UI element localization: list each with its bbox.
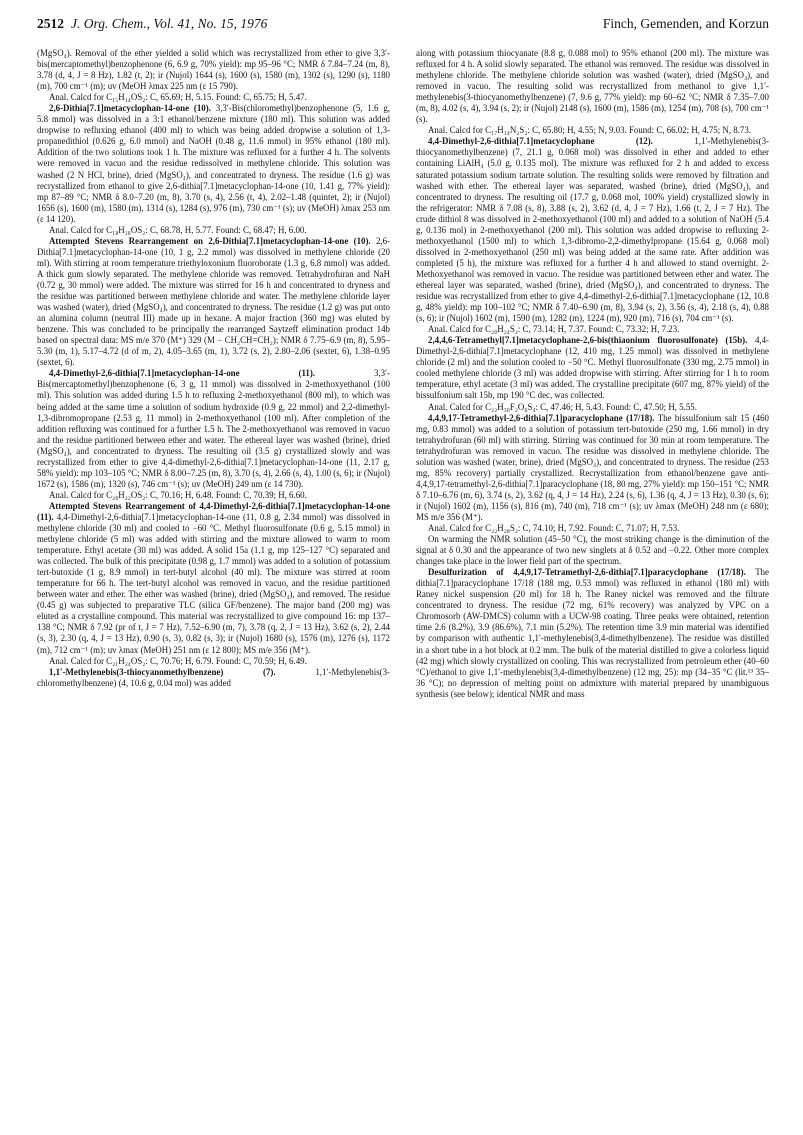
paragraph-heading: Desulfurization of 4,4,9,17-Tetramethyl-2,6-dithia[7.1]paracyclophane (17/18). bbox=[428, 567, 746, 578]
paragraph bbox=[416, 567, 769, 700]
paragraph bbox=[416, 136, 769, 324]
paragraph-text: 2,6-Dithia[7.1]metacyclophan-14-one (10, 1 g, 2.2 mmol) was dissolved in methylene chloride (20 ml). With stirring at room temperature triethyloxonium fluoroborate (1.3 g, 6.8 mmol) was added. A thick gum slowly separated. The methylene chloride was removed. Tetrahydrofuran and NaH (0.72 g, 30 mmol) were added. The mixture was stirred for 16 h and concentrated to dryness and the residue was partitioned between methylene chloride and water. The methylene chloride layer was washed (water), dried (MgSO₄), and concentrated to dryness. The residue (1.2 g) was put onto an alumina column (neutral III) made up in hexane. A major fraction (360 mg) was eluted by benzene. This was concluded to be principally the rearranged Saytzeff elimination product 14b based on spectral data: MS m/e 370 (M⁺) 329 (M − CH₂CH=CH₂); NMR δ 7.75–6.9 (m, 8), 5.95–5.30 (m, 1), 5.17–4.72 (d of m, 2), 4.05–3.65 (m, 1), 3.72 (s, 2), 2.80–2.06 (sextet, 6), 1.38–0.95 (sextet, 6). bbox=[37, 235, 391, 368]
paragraph-text: Anal. Calcd for C₂₁H₂₄OS₂: C, 70.76; H, 6.79. Found: C, 70.59; H, 6.49. bbox=[49, 655, 307, 666]
paragraph-heading: 2,6-Dithia[7.1]metacyclophan-14-one (10). bbox=[49, 103, 211, 114]
paragraph-text: 3,3′-Bis(chloromethyl)benzophenone (5, 1.6 g, 5.8 mmol) was dissolved in a 3:1 ethanol/benzene mixture (180 ml). This solution was added dropwise to refluxing ethanol (400 ml) to which was being added dropwise a solution of 1,3-propanedithiol (0.626 g, 6.0 mmol) and NaOH (0.48 g, 11.6 mmol) in 95% ethanol (180 ml). Addition of the two solutions took 1 h. The mixture was refluxed for a further 4 h. The solvents were removed in vacuo and the residue redissolved in methylene chloride. This solution was washed (2 N HCl, brine), dried (MgSO₄), and concentrated to dryness. The residue (1.6 g) was recrystallized from ethanol to give 2,6-dithia[7.1]metacyclophan-14-one (10, 1.41 g, 77% yield): mp 87–89 °C; NMR δ 8.0–7.20 (m, 8), 3.70 (s, 4), 2.56 (t, 4), 2.02–1.48 (quintet, 2); ir (Nujol) 1656 (s), 1600 (m), 1580 (m), 1314 (s), 1284 (s), 976 (m), 730 cm⁻¹ (s); uv (MeOH) λmax 253 nm (ε 14 120). bbox=[37, 103, 390, 224]
page-header bbox=[37, 16, 769, 36]
paragraph bbox=[37, 501, 390, 656]
paragraph-text: Anal. Calcd for C₁₈H₁₈OS₂: C, 68.78, H, 5.77. Found: C, 68.47; H, 6.00. bbox=[49, 224, 307, 235]
paragraph-heading: Attempted Stevens Rearrangement on 2,6-Dithia[7.1]metacyclophan-14-one (10). bbox=[49, 235, 371, 246]
paragraph-text: The bissulfonium salt 15 (460 mg, 0.83 mmol) was added to a solution of potassium tert-butoxide (250 mg, 1.66 mmol) in dry tetrahydrofuran (60 ml) with stirring. Stirring was continued for 30 min at room temperature. The tetrahydrofuran was removed in vacuo. The residue was dissolved in methylene chloride. The solution was washed (water, brine), dried (MgSO₄), and concentrated to dryness. The residue (253 mg, 85% recovery) partially crystallized. Recrystallization from ethanol/benzene gave anti-4,4,9,17-tetramethyl-2,6-dithia[7.1]paracyclophane (18, 80 mg, 27% yield): mp 150–151 °C; NMR δ 7.10–6.76 (m, 6), 3.74 (s, 2), 3.62 (q, 4, J = 14 Hz), 2.24 (s, 6), 1.36 (q, 4, J = 13 Hz), 0.30 (s, 6); ir (Nujol) 1602 (m), 1156 (s), 816 (m), 740 (m), 718 cm⁻¹ (s); uv λmax (MeOH) 248 nm (ε 680); MS m/e 356 (M⁺). bbox=[416, 412, 769, 522]
paragraph bbox=[37, 490, 390, 501]
paragraph bbox=[416, 324, 769, 335]
journal-citation: J. Org. Chem., Vol. 41, No. 15, 1976 bbox=[71, 16, 268, 31]
paragraph bbox=[416, 413, 769, 523]
paragraph bbox=[37, 656, 390, 667]
paragraph-text: 1,1′-Methylenebis(3-thiocyanomethylbenzene) (7, 21.1 g, 0.068 mol) was dissolved in ether and added to ether containing LiAlH₄ (5.0 g, 0.135 mol). The mixture was refluxed for 2 h and added to excess saturated potassium sodium tartrate solution. The resulting solids were removed by filtration and washed with ether. The ethereal layer was separated, washed (brine), dried (MgSO₄), and concentrated to dryness. The resulting oil (17.7 g, 0.068 mol, 100% yield) crystallized slowly in the refrigerator: NMR δ 7.08 (s, 8), 3.88 (s, 2), 3.62 (d, 4, J = 7 Hz), 1.66 (t, 2, J = 7 Hz). The crude dithiol 8 was dissolved in 2-methoxyethanol (100 ml) and added to a solution of NaOH (5.4 g, 0.136 mol) in 2-methoxyethanol (200 ml). This solution was added dropwise to refluxing 2-methoxyethanol (1500 ml) to which 1,3-dibromo-2,2-dimethylpropane (15.64 g, 0.068 mol) dissolved in 2-methoxyethanol (250 ml) was being added at the same rate. After addition was completed (5 h), the mixture was refluxed for a further 4 h and allowed to stand overnight. 2-Methoxyethanol was removed in vacuo. The residue was partitioned between ether and water. The ethereal layer was separated, washed (brine), dried (MgSO₄), and concentrated to dryness. The residue was recrystallized from ether to give 4,4-dimethyl-2,6-dithia[7.1]metacyclophane (12, 10.8 g, 48% yield): mp 100–102 °C; NMR δ 7.40–6.90 (m, 8), 3.94 (s, 2), 3.56 (s, 4), 2.18 (s, 4), 0.88 (s, 6); ir (Nujol) 1602 (m), 1590 (m), 1282 (m), 1224 (m), 920 (m), 716 (s), 704 cm⁻¹ (s). bbox=[416, 136, 770, 324]
paragraph-text: 3,3′-Bis(mercaptomethyl)benzophenone (6, 3 g, 11 mmol) was dissolved in 2-methoxyethanol (100 ml). This solution was added during 1.5 h to refluxing 2-methoxyethanol (800 ml), to which was being added at the same time a solution of sodium hydroxide (0.9 g, 22 mmol) and 2,2-dimethyl-1,3-dibromopropane (2.53 g, 11 mmol) in 2-methoxyethanol (100 ml). After completion of the addition refluxing was continued for a further 1.5 h. The 2-methoxyethanol was removed in vacuo and the residue partitioned between ether and water. The ethereal layer was washed (brine), dried (MgSO₄), and concentrated to dryness. The resulting oil (3.5 g) crystallized slowly and was recrystallized from ether to give 4,4-dimethyl-2,6-dithia[7.1]metacyclophan-14-one (11, 2.17 g, 58% yield): mp 103–105 °C; NMR δ 8.00–7.25 (m, 8), 3.70 (s, 4), 2.66 (s, 4), 1.00 (s, 6); ir (Nujol) 1672 (s), 1586 (m), 1320 (s), 746 cm⁻¹ (s); uv (MeOH) 249 nm (ε 14 730). bbox=[37, 368, 390, 489]
paragraph-text: Anal. Calcd for C₁₅H₁₄OS₂: C, 65.69; H, 5.15. Found: C, 65.75; H, 5.47. bbox=[49, 92, 307, 103]
paragraph bbox=[37, 48, 390, 92]
left-column bbox=[37, 48, 390, 689]
paragraph-heading: 2,4,4,6-Tetramethyl[7.1]metacyclophane-2,6-bis(thiaonium fluorosulfonate) (15b). bbox=[428, 335, 748, 346]
paragraph bbox=[416, 125, 769, 136]
paragraph-text: along with potassium thiocyanate (8.8 g, 0.088 mol) to 95% ethanol (200 ml). The mixture was refluxed for 4 h. A solid slowly separated. The ethanol was removed. The residue was dissolved in methylene chloride. The methylene chloride solution was washed (water), dried (MgSO₄), and removed in vacuo. The resulting solid was recrystallized from methanol to give 1,1′-methylenebis(3-thiocyanomethylbenzene) (7, 9.6 g, 77% yield): mp 60–62 °C; NMR δ 7.35–7.00 (m, 8), 4.02 (s, 4), 3.94 (s, 2); ir (Nujol) 2148 (s), 1600 (m), 1586 (m), 1254 (m), 708 (s), 700 cm⁻¹ (s). bbox=[416, 48, 769, 125]
paragraph bbox=[37, 368, 390, 490]
paragraph-heading: 4,4-Dimethyl-2,6-dithia[7.1]metacyclophane (12). bbox=[428, 136, 653, 147]
paragraph-heading: Attempted Stevens Rearrangement of 4,4-Dimethyl-2,6-dithia[7.1]metacyclophan-14-one (11). bbox=[37, 500, 390, 522]
right-column bbox=[416, 48, 769, 700]
paragraph-text: 1,1′-Methylenebis(3-chloromethylbenzene) (4, 10.6 g, 0.04 mol) was added bbox=[37, 666, 390, 688]
paragraph bbox=[416, 523, 769, 534]
paragraph-text: Anal. Calcd for C₂₀H₂₄S₂: C, 73.14; H, 7.37. Found: C, 73.32; H, 7.23. bbox=[428, 324, 680, 335]
paragraph-text: The dithia[7.1]paracyclophane 17/18 (188 mg, 0.53 mmol) was refluxed in ethanol (180 ml) with Raney nickel suspension (20 ml) for 18 h. The Raney nickel was removed and the filtrate concentrated to dryness. The residue (72 mg, 61% recovery) was analyzed by VPC on a Chromosorb (AW-DMCS) column with a UCW-98 coating. Three peaks were obtained, retention time 2.6 (8.2%), 3.9 (86.6%), 7.1 min (5.2%). The retention time 3.9 min material was identified by comparison with authentic 1,1′-methylenebis(3,4-dimethylbenzene). The residue was distilled in a short tube in a hot block at 0.2 mm. The bulk of the material distilled to give a colorless liquid (42 mg) which slowly crystallized on cooling. This was recrystallized from petroleum ether (40–60 °C)/ethanol to give 1,1′-methylenebis(3,4-dimethylbenzene) (12 mg, 25): mp (34–35 °C (lit.¹³ 35–36 °C); no depression of melting point on admixture with material prepared by unambiguous synthesis (see below); identical NMR and mass bbox=[416, 567, 769, 699]
paragraph-text: On warming the NMR solution (45–50 °C), the most striking change is the diminution of the signal at δ 0.30 and the appearance of two new singlets at δ 0.52 and −0.22. Other more complex changes take place in the lower field part of the spectrum. bbox=[416, 534, 769, 567]
paragraph-heading: 4,4-Dimethyl-2,6-dithia[7.1]metacyclophan-14-one (11). bbox=[49, 368, 316, 379]
paragraph-text: Anal. Calcd for C₂₀H₂₂OS₂: C, 70.16; H, 6.48. Found: C, 70.39; H, 6.60. bbox=[49, 489, 307, 500]
page-number: 2512 bbox=[37, 16, 64, 31]
paragraph-text: (MgSO₄). Removal of the ether yielded a solid which was recrystallized from ether to give 3,3′-bis(mercaptomethyl)benzophenone (6, 6.9 g, 70% yield): mp 95–96 °C; NMR δ 7.84–7.24 (m, 8), 3.78 (d, 4, J = 8 Hz), 1.82 (t, 2); ir (Nujol) 1644 (s), 1600 (s), 1580 (m), 1302 (s), 1290 (s), 1180 (m), 700 cm⁻¹ (m); uv (MeOH λmax 225 nm (ε 15 790). bbox=[37, 48, 390, 92]
paragraph bbox=[37, 225, 390, 236]
paragraph-text: Anal. Calcd for C₂₂H₂₈S₂: C, 74.10; H, 7.92. Found: C, 71.07; H, 7.53. bbox=[428, 523, 680, 534]
paragraph-text: Anal. Calcd for C₂₂H₃₀F₂O₆S₄: C, 47.46; H, 5.43. Found: C, 47.50; H, 5.55. bbox=[428, 401, 697, 412]
running-authors: Finch, Gemenden, and Korzun bbox=[602, 16, 769, 31]
paragraph-text: 4,4-Dimethyl-2,6-dithia[7.1]metacyclophan-14-one (11, 0.8 g, 2.34 mmol) was dissolved in methylene chloride (30 ml) and cooled to −60 °C. Methyl fluorosulfonate (0.6 g, 5.15 mmol) in methylene chloride (5 ml) was added with stirring and the mixture allowed to warm to room temperature. Ethyl acetate (30 ml) was added. A solid 15a (1.1 g, mp 125–127 °C) separated and was collected. The bulk of this precipitate (0.98 g, 1.7 mmol) was added to a solution of potassium tert-butoxide (1 g, 8.9 mmol) in tert-butyl alcohol (40 ml). The mixture was stirred at room temperature for 66 h. The tert-butyl alcohol was removed in vacuo, and the residue partitioned between water and ether. The ether was washed (brine), dried (MgSO₄), and removed. The residue (0.45 g) was subjected to preparative TLC (silica GF/benzene). The major band (200 mg) was eluted as a crystalline compound. This material was recrystallized to give compound 16: mp 137–138 °C; NMR δ 7.92 (pr of t, J = 7 Hz), 7.52–6.90 (m, 7), 3.78 (q, 2, J = 13 Hz), 3.62 (s, 2), 2.44 (s, 3), 2.30 (q, 4, J = 13 Hz), 0.90 (s, 3), 0.82 (s, 3); ir (Nujol) 1680 (s), 1576 (m), 1276 (s), 1172 (m), 712 cm⁻¹ (m); uv λmax (MeOH) 251 nm (ε 12 800); MS m/e 356 (M⁺). bbox=[37, 511, 391, 655]
paragraph-heading: 1,1′-Methylenebis(3-thiocyanomethylbenzene) (7). bbox=[49, 666, 276, 677]
paragraph bbox=[37, 92, 390, 103]
paragraph-heading: 4,4,9,17-Tetramethyl-2,6-dithia[7.1]paracyclophane (17/18). bbox=[428, 412, 655, 423]
paragraph bbox=[37, 667, 390, 689]
paragraph-text: 4,4-Dimethyl-2,6-dithia[7.1]metacyclophane (12, 410 mg, 1.25 mmol) was dissolved in methylene chloride (2 ml) and the solution cooled to −50 °C. Methyl fluorosulfonate (330 mg, 2.75 mmol) in cooled methylene chloride (3 ml) was added dropwise with stirring. After stirring for 1 h to room temperature, ethyl acetate (3 ml) was added. The crystalline precipitate (607 mg, 87% yield) of the bissulfonium salt 15b, mp 190 °C dec, was collected. bbox=[416, 335, 769, 401]
paragraph bbox=[416, 534, 769, 567]
paragraph bbox=[37, 103, 390, 225]
paragraph bbox=[37, 236, 390, 369]
paragraph bbox=[416, 48, 769, 125]
paragraph-text: Anal. Calcd for C₁₇H₁₄N₂S₂: C, 65.80; H, 4.55; N, 9.03. Found: C, 66.02; H, 4.75; N, 8.73. bbox=[428, 125, 752, 136]
paragraph bbox=[416, 402, 769, 413]
paragraph bbox=[416, 335, 769, 401]
